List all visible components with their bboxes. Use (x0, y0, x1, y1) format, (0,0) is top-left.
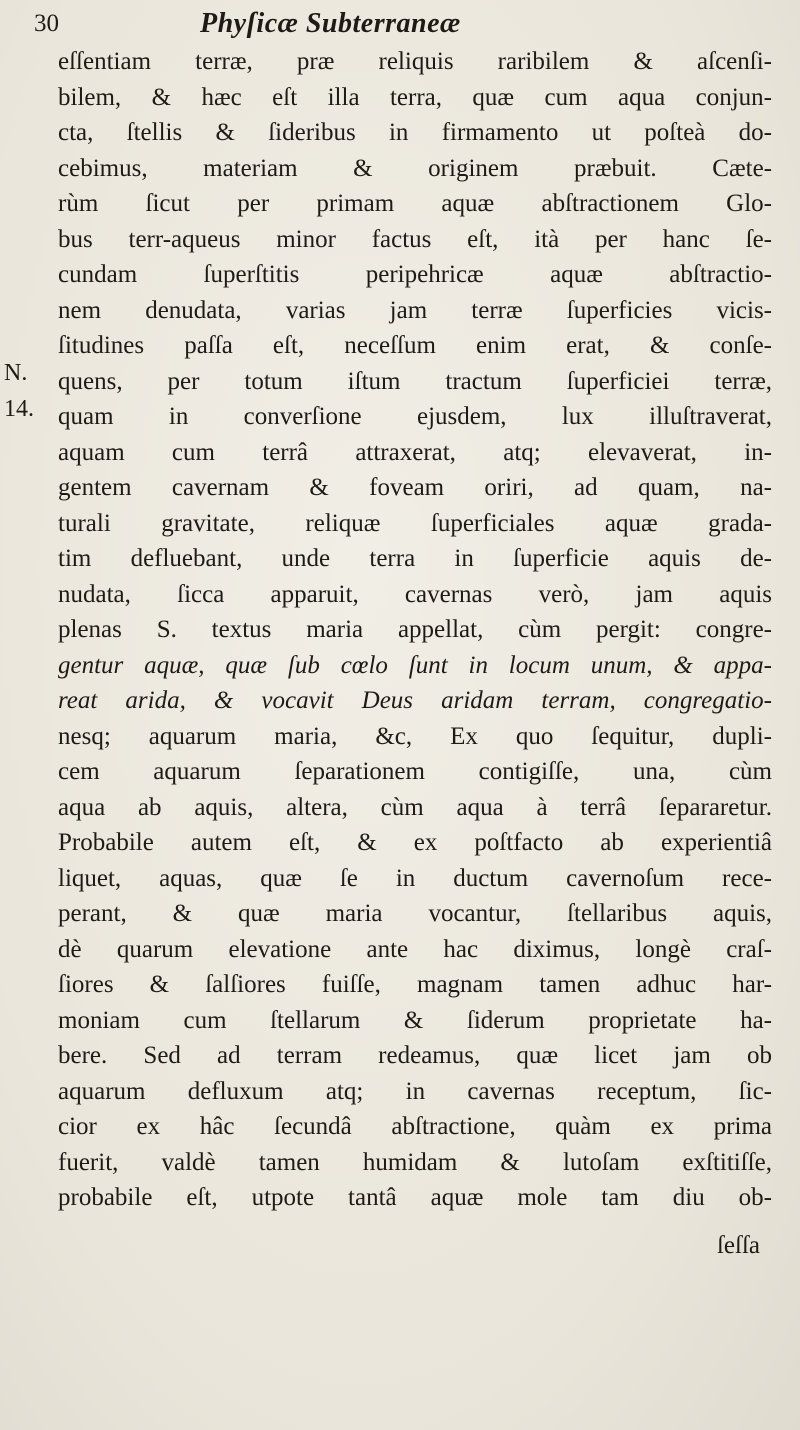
text-line: turali gravitate, reliquæ ſuperficiales aquæ grada- (58, 509, 772, 537)
text-line: aquarum defluxum atq; in cavernas receptum, ſic- (58, 1077, 772, 1105)
text-line: nem denudata, varias jam terræ ſuperficies vicis- (58, 296, 772, 324)
text-line: plenas S. textus maria appellat, cùm pergit: congre- (58, 616, 772, 643)
text-line: perant, & quæ maria vocantur, ſtellaribus aquis, (58, 900, 772, 927)
text-line: cundam ſuperſtitis peripehricæ aquæ abſtractio- (58, 261, 772, 288)
text-line: Probabile autem eſt, & ex poſtfacto ab experientiâ (58, 829, 772, 856)
text-line: fuerit, valdè tamen humidam & lutoſam exſtitiſſe, (58, 1148, 772, 1176)
text-line: quam in converſione ejusdem, lux illuſtraverat, (58, 403, 772, 430)
text-line: cebimus, materiam & originem præbuit. Cæte- (58, 154, 772, 182)
text-line: nudata, ſicca apparuit, cavernas verò, jam aquis (58, 580, 772, 608)
page-number: 30 (34, 10, 59, 37)
text-line-italic: gentur aquæ, quæ ſub cœlo ſunt in locum unum, & appa- (58, 651, 772, 679)
text-line: bere. Sed ad terram redeamus, quæ licet jam ob (58, 1042, 772, 1069)
margin-note: N. (4, 360, 28, 386)
text-line: probabile eſt, utpote tantâ aquæ mole tam diu ob- (58, 1184, 772, 1211)
text-line: cem aquarum ſeparationem contigiſſe, una, cùm (58, 758, 772, 785)
margin-note: 14. (4, 396, 34, 422)
text-line: dè quarum elevatione ante hac diximus, longè craſ- (58, 935, 772, 963)
text-line: eſſentiam terræ, præ reliquis raribilem & aſcenſi- (58, 48, 772, 75)
text-line: tim defluebant, unde terra in ſuperficie aquis de- (58, 545, 772, 572)
text-line: gentem cavernam & foveam oriri, ad quam, na- (58, 474, 772, 501)
text-line: rùm ſicut per primam aquæ abſtractionem Glo- (58, 190, 772, 217)
running-head: Phyſicæ Subterraneæ (200, 8, 461, 39)
text-line: liquet, aquas, quæ ſe in ductum cavernoſum rece- (58, 864, 772, 892)
text-line: nesq; aquarum maria, &c, Ex quo ſequitur, dupli- (58, 722, 772, 750)
text-line: bilem, & hæc eſt illa terra, quæ cum aqua conjun- (58, 83, 772, 111)
text-line: cta, ſtellis & ſideribus in firmamento ut poſteà do- (58, 119, 772, 146)
body-text (58, 44, 772, 1216)
text-line: aquam cum terrâ attraxerat, atq; elevaverat, in- (58, 438, 772, 466)
text-line: moniam cum ſtellarum & ſiderum proprietate ha- (58, 1006, 772, 1034)
page-header (0, 6, 800, 46)
text-line-italic: reat arida, & vocavit Deus aridam terram, congregatio- (58, 687, 772, 714)
text-line: ſitudines paſſa eſt, neceſſum enim erat, & conſe- (58, 332, 772, 359)
text-line: cior ex hâc ſecundâ abſtractione, quàm ex prima (58, 1113, 772, 1140)
text-line: ſiores & ſalſiores fuiſſe, magnam tamen adhuc har- (58, 971, 772, 998)
text-line: quens, per totum iſtum tractum ſuperficiei terræ, (58, 367, 772, 395)
text-line: aqua ab aquis, altera, cùm aqua à terrâ ſepararetur. (58, 793, 772, 821)
catchword: ſeſſa (716, 1232, 760, 1259)
text-line: bus terr-aqueus minor factus eſt, ità per hanc ſe- (58, 225, 772, 253)
